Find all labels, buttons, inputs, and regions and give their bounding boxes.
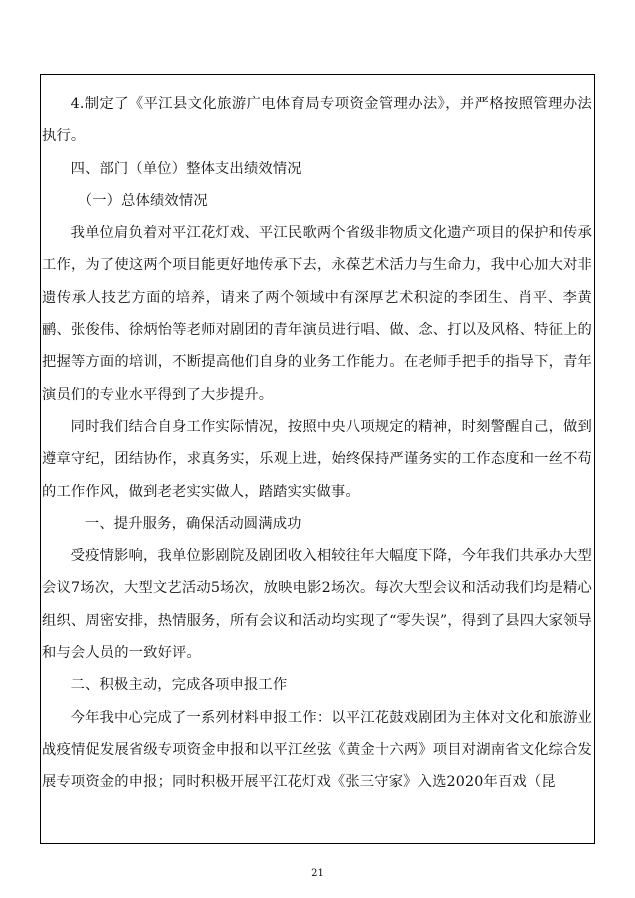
paragraph-discipline: 同时我们结合自身工作实际情况，按照中央八项规定的精神，时刻警醒自己，做到遵章守纪，团结协作，求真务实，乐观上进，始终保持严谨务实的工作态度和一丝不苟的工作作风，做到老老实实做人，踏踏实实做事。 <box>42 418 592 500</box>
paragraph-item-4: 4.制定了《平江县文化旅游广电体育局专项资金管理办法》，并严格按照管理办法执行。 <box>42 96 592 145</box>
paragraph-applications: 今年我中心完成了一系列材料申报工作：以平江花鼓戏剧团为主体对文化和旅游业战疫情促发展省级专项资金申报和以平江丝弦《黄金十六两》项目对湖南省文化综合发展专项资金的申报；同时积极开展平江花灯戏《张三守家》入选2020年百戏（昆 <box>42 709 592 791</box>
heading-service: 一、提升服务，确保活动圆满成功 <box>84 515 302 532</box>
paragraph-events: 受疫情影响，我单位影剧院及剧团收入相较往年大幅度下降，今年我们共承办大型会议7场次，大型文艺活动5场次，放映电影2场次。每次大型会议和活动我们均是精心组织、周密安排，热情服务，所有会议和活动均实现了“零失误”，得到了县四大家领导和与会人员的一致好评。 <box>42 548 592 662</box>
heading-applications: 二、积极主动，完成各项申报工作 <box>70 677 288 694</box>
document-body <box>42 88 592 799</box>
page-number: 21 <box>311 868 324 879</box>
paragraph-heritage: 我单位肩负着对平江花灯戏、平江民歌两个省级非物质文化遗产项目的保护和传承工作，为了使这两个项目能更好地传承下去，永葆艺术活力与生命力，我中心加大对非遗传承人技艺方面的培养，请来了两个领域中有深厚艺术积淀的李团生、肖平、李黄鹂、张俊伟、徐炳怡等老师对剧团的青年演员进行唱、做、念、打以及风格、特征上的把握等方面的培训，不断提高他们自身的业务工作能力。在老师手把手的指导下，青年演员们的专业水平得到了大步提升。 <box>42 225 592 403</box>
section-heading-4: 四、部门（单位）整体支出绩效情况 <box>70 160 302 177</box>
subsection-heading-overall: （一）总体绩效情况 <box>77 192 208 209</box>
